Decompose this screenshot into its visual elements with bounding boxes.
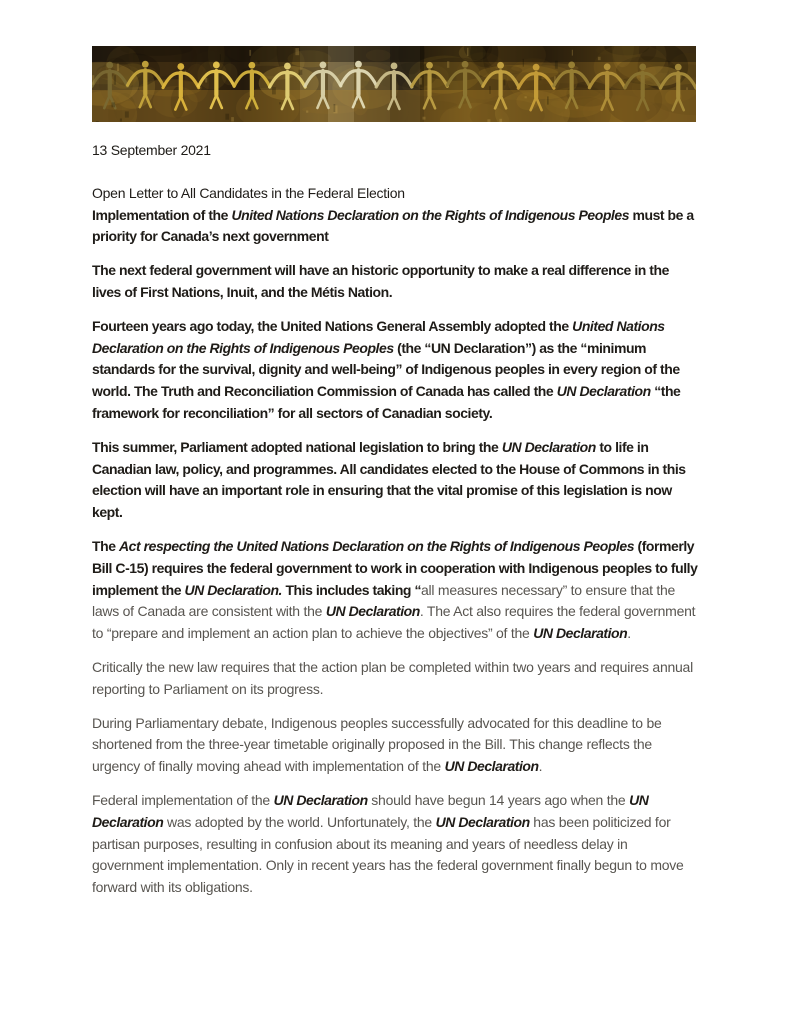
text-run: United Nations Declaration on the Rights of Indigenous Peoples <box>231 206 630 223</box>
letter-subject: Open Letter to All Candidates in the Federal Election <box>92 184 405 201</box>
text-run: This summer, Parliament adopted national legislation to bring the <box>92 438 502 455</box>
text-run: UN Declaration <box>533 625 628 642</box>
text-run: has been politicized for partisan purposes, resulting in confusion about its meaning and years of needless delay in government implementation. Only in recent years has the federal government finally begun to move forward with its obligations. <box>92 813 688 896</box>
text-run: United Nations Declaration on the Rights of Indigenous Peoples <box>92 317 669 356</box>
banner-image <box>92 46 696 122</box>
paragraph <box>92 536 701 645</box>
text-run: The <box>92 537 119 554</box>
paragraph <box>92 790 698 899</box>
text-run: Implementation of the <box>92 206 232 223</box>
text-run: Critically the new law requires that the action plan be completed within two years and requires annual reporting to Parliament on its progress. <box>92 658 697 697</box>
text-run: . <box>538 758 543 775</box>
text-run: The next federal government will have an historic opportunity to make a real difference in the lives of First Nations, Inuit, and the Métis Nation. <box>92 262 673 300</box>
text-run: Federal implementation of the <box>92 791 274 808</box>
text-run: This includes taking “ <box>282 581 422 598</box>
paragraph <box>92 437 698 524</box>
paragraph <box>92 260 698 304</box>
text-run: “the framework for reconciliation” for all sectors of Canadian society. <box>92 383 684 421</box>
text-run: UN Declaration <box>92 791 652 830</box>
text-run: (formerly Bill C-15) requires the federal government to work in cooperation with Indigenous peoples to fully implement the <box>92 537 701 598</box>
paragraph <box>92 713 698 778</box>
text-run: was adopted by the world. Unfortunately, the <box>163 813 436 830</box>
text-run: to life in Canadian law, policy, and programmes. All candidates elected to the House of Commons in this election will have an important role in ensuring that the vital promise of this legislation is now kept. <box>92 438 690 521</box>
text-run: all measures necessary” to ensure that the laws of Canada are consistent with the <box>92 581 679 620</box>
text-run: . <box>627 625 631 642</box>
text-run: UN Declaration <box>501 438 596 455</box>
letter-content <box>92 140 701 911</box>
text-run: UN Declaration <box>435 813 530 830</box>
text-run: should have begun 14 years ago when the <box>367 791 630 808</box>
text-run: UN Declaration <box>444 758 539 775</box>
letter-title <box>92 205 698 249</box>
text-run: UN Declaration. <box>184 581 282 598</box>
letter-date: 13 September 2021 <box>92 142 211 158</box>
text-run: . The Act also requires the federal government to “prepare and implement an action plan to achieve the objectives” of the <box>92 603 699 642</box>
paragraph <box>92 316 698 425</box>
text-run: During Parliamentary debate, Indigenous peoples successfully advocated for this deadline to be shortened from the three-year timetable originally proposed in the Bill. This change reflects the urgency of finally moving ahead with implementation of the <box>92 714 666 775</box>
text-run: UN Declaration <box>325 603 420 620</box>
text-run: UN Declaration <box>556 383 651 400</box>
text-run: (the “UN Declaration”) as the “minimum standards for the survival, dignity and well-being” of Indigenous peoples in every region of the world. The Truth and Reconciliation Commission of Canada has called the <box>92 339 684 400</box>
rock-art-figures-holding-hands <box>92 46 696 122</box>
text-run: Act respecting the United Nations Declaration on the Rights of Indigenous Peoples <box>118 537 635 554</box>
letter-body <box>92 260 701 899</box>
text-run: UN Declaration <box>273 791 368 808</box>
paragraph <box>92 657 698 701</box>
text-run: must be a priority for Canada’s next government <box>92 206 698 245</box>
text-run: Fourteen years ago today, the United Nations General Assembly adopted the <box>92 317 573 334</box>
